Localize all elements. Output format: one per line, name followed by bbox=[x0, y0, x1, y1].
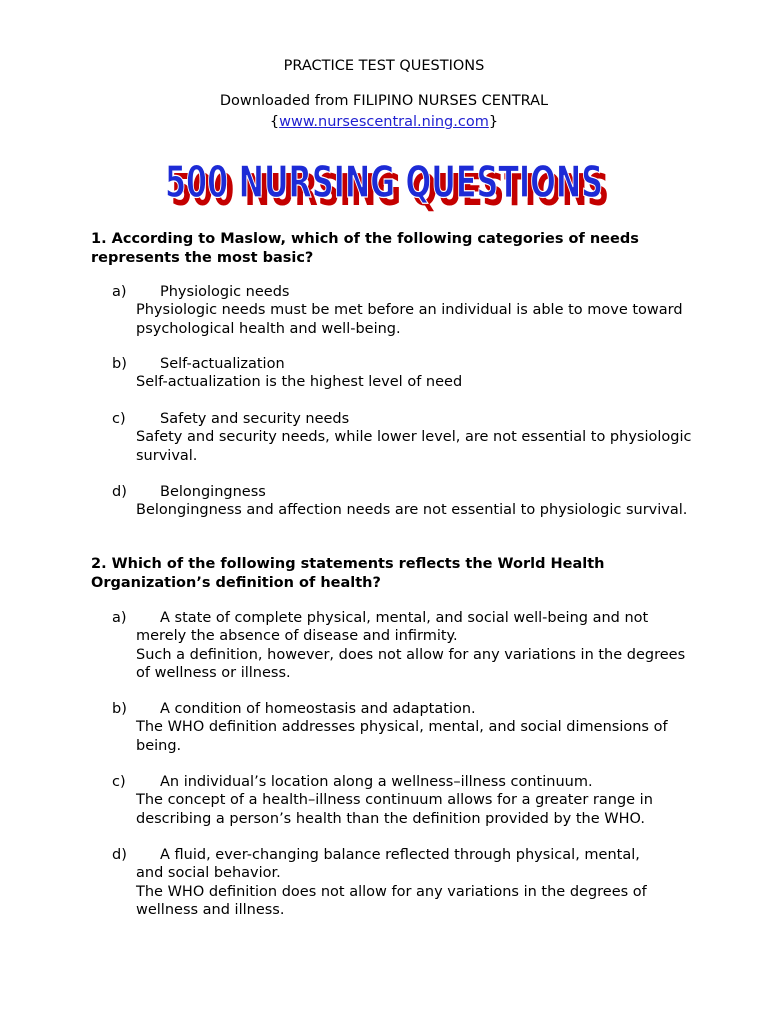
option-letter: c) bbox=[112, 774, 126, 790]
option-rationale: Physiologic needs must be met before an individual is able to move toward psychological health and well-being. bbox=[136, 302, 683, 337]
source-line: Downloaded from FILIPINO NURSES CENTRAL bbox=[219, 93, 549, 109]
option-text: A fluid, ever-changing balance reflected through physical, mental, bbox=[160, 847, 640, 863]
banner-wordart bbox=[0, 140, 768, 224]
option-letter: d) bbox=[112, 484, 127, 500]
option-letter: b) bbox=[112, 356, 127, 372]
option-text: Physiologic needs bbox=[160, 284, 290, 300]
source-url-line bbox=[0, 113, 768, 131]
banner-wordart-svg bbox=[154, 140, 614, 224]
option-rationale: Safety and security needs, while lower level, are not essential to physiologic survival. bbox=[136, 429, 692, 464]
option-rationale: Such a definition, however, does not allow for any variations in the degrees of wellness or illness. bbox=[136, 646, 686, 681]
option-rationale: The concept of a health–illness continuum allows for a greater range in describing a person’s health than the definition provided by the WHO. bbox=[136, 792, 653, 827]
banner-text: 500 NURSING QUESTIONS bbox=[165, 157, 603, 208]
url-open-brace: { bbox=[269, 114, 280, 130]
option-text: A condition of homeostasis and adaptation. bbox=[160, 701, 476, 717]
question-1-option-d bbox=[112, 483, 692, 520]
question-2-option-b bbox=[112, 700, 692, 755]
option-letter: b) bbox=[112, 701, 127, 717]
document-title: PRACTICE TEST QUESTIONS bbox=[283, 58, 485, 74]
question-2: 2. Which of the following statements reflects the World Health Organization’s definition of health? bbox=[91, 556, 605, 591]
url-close-brace: } bbox=[488, 114, 499, 130]
option-rationale: The WHO definition addresses physical, mental, and social dimensions of being. bbox=[136, 719, 668, 754]
question-1-option-a bbox=[112, 283, 692, 338]
option-rationale: Belongingness and affection needs are not essential to physiologic survival. bbox=[136, 502, 688, 519]
question-2-option-a bbox=[112, 609, 692, 682]
question-2-option-d bbox=[112, 846, 692, 919]
question-1: 1. According to Maslow, which of the following categories of needs represents the most basic? bbox=[91, 231, 639, 266]
option-letter: c) bbox=[112, 411, 126, 427]
option-text: Safety and security needs bbox=[160, 411, 350, 427]
option-text: Belongingness bbox=[160, 484, 266, 500]
option-text: An individual’s location along a wellness–illness continuum. bbox=[160, 774, 593, 790]
source-url-link[interactable]: www.nursescentral.ning.com bbox=[279, 114, 489, 130]
question-1-option-b bbox=[112, 355, 692, 392]
option-text: Self-actualization bbox=[160, 356, 285, 372]
option-rationale: Self-actualization is the highest level of need bbox=[136, 374, 463, 391]
option-rationale: The WHO definition does not allow for any variations in the degrees of wellness and illness. bbox=[136, 883, 647, 918]
option-text: A state of complete physical, mental, and social well-being and not bbox=[160, 610, 649, 626]
option-letter: a) bbox=[112, 610, 127, 626]
banner-text-shadow: 500 NURSING QUESTIONS bbox=[171, 165, 609, 216]
question-2-option-c bbox=[112, 773, 692, 828]
option-text-continued: and social behavior. bbox=[136, 865, 281, 882]
option-letter: a) bbox=[112, 284, 127, 300]
option-letter: d) bbox=[112, 847, 127, 863]
question-1-option-c bbox=[112, 410, 692, 465]
option-text-continued: merely the absence of disease and infirmity. bbox=[136, 628, 458, 645]
